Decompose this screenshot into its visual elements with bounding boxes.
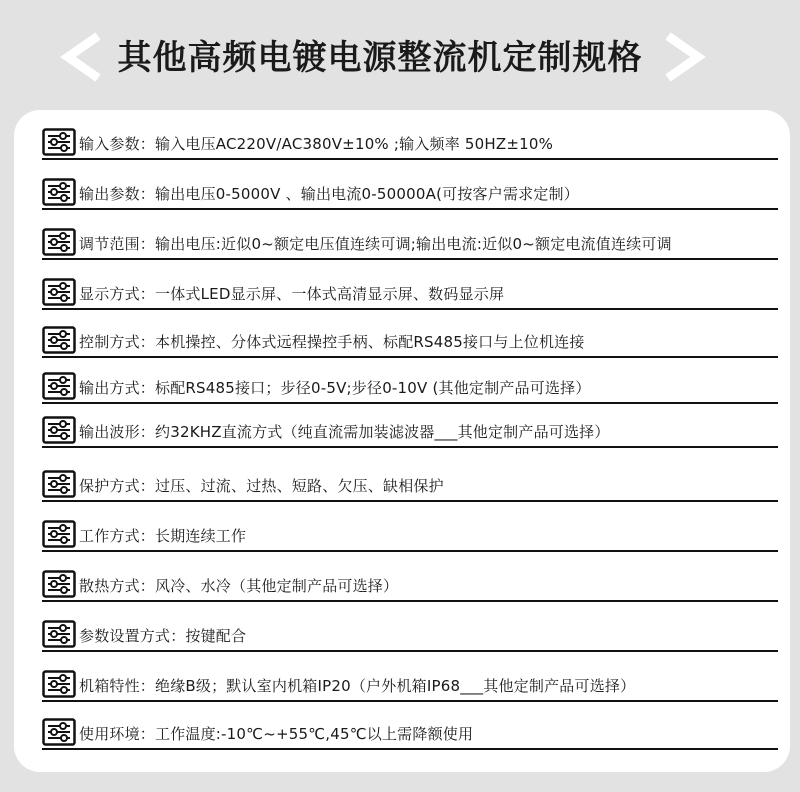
spec-text: 使用环境：工作温度:-10℃~+55℃,45℃以上需降额使用	[79, 725, 474, 743]
spec-row-chassis	[42, 668, 778, 702]
spec-row-output-mode	[42, 370, 778, 404]
spec-row-cooling	[42, 568, 778, 602]
spec-text: 参数设置方式：按键配合	[79, 627, 247, 645]
spec-row-adjust-range	[42, 226, 778, 260]
spec-text: 散热方式：风冷、水冷（其他定制产品可选择）	[79, 577, 399, 595]
spec-card	[14, 110, 790, 772]
spec-row-environment	[42, 716, 778, 750]
spec-text: 保护方式：过压、过流、过热、短路、欠压、缺相保护	[79, 477, 444, 495]
sliders-icon	[42, 416, 76, 444]
row-divider	[42, 748, 778, 750]
row-divider	[42, 308, 778, 310]
row-divider	[42, 500, 778, 502]
row-divider	[42, 402, 778, 404]
spec-row-protection	[42, 468, 778, 502]
row-divider	[42, 356, 778, 358]
sliders-icon	[42, 326, 76, 354]
row-divider	[42, 650, 778, 652]
spec-row-waveform	[42, 414, 778, 448]
spec-row-control	[42, 324, 778, 358]
spec-text: 输出参数：输出电压0-5000V 、输出电流0-50000A(可按客户需求定制）	[79, 185, 579, 203]
row-divider	[42, 446, 778, 448]
spec-row-input	[42, 126, 778, 160]
spec-row-output-params	[42, 176, 778, 210]
row-divider	[42, 208, 778, 210]
row-divider	[42, 600, 778, 602]
spec-text: 输出波形：约32KHZ直流方式（纯直流需加装滤波器___其他定制产品可选择）	[79, 423, 610, 441]
sliders-icon	[42, 278, 76, 306]
sliders-icon	[42, 520, 76, 548]
spec-text: 输出方式：标配RS485接口；步径0-5V;步径0-10V (其他定制产品可选择）	[79, 379, 591, 397]
spec-text: 调节范围：输出电压:近似0~额定电压值连续可调;输出电流:近似0~额定电流值连续可调	[79, 235, 672, 253]
spec-row-settings	[42, 618, 778, 652]
sliders-icon	[42, 228, 76, 256]
spec-row-work-mode	[42, 518, 778, 552]
row-divider	[42, 700, 778, 702]
sliders-icon	[42, 570, 76, 598]
spec-text: 工作方式：长期连续工作	[79, 527, 247, 545]
spec-text: 输入参数：输入电压AC220V/AC380V±10% ;输入频率 50HZ±10%	[79, 135, 554, 153]
sliders-icon	[42, 620, 76, 648]
sliders-icon	[42, 372, 76, 400]
header	[0, 22, 800, 92]
sliders-icon	[42, 670, 76, 698]
spec-text: 显示方式：一体式LED显示屏、一体式高清显示屏、数码显示屏	[79, 285, 505, 303]
sliders-icon	[42, 718, 76, 746]
chevron-right-icon	[656, 22, 716, 92]
page-title: 其他高频电镀电源整流机定制规格	[117, 38, 643, 78]
sliders-icon	[42, 128, 76, 156]
row-divider	[42, 158, 778, 160]
spec-row-display	[42, 276, 778, 310]
sliders-icon	[42, 178, 76, 206]
row-divider	[42, 258, 778, 260]
row-divider	[42, 550, 778, 552]
spec-text: 控制方式：本机操控、分体式远程操控手柄、标配RS485接口与上位机连接	[79, 333, 585, 351]
spec-text: 机箱特性：绝缘B级；默认室内机箱IP20（户外机箱IP68___其他定制产品可选择）	[79, 677, 636, 695]
sliders-icon	[42, 470, 76, 498]
